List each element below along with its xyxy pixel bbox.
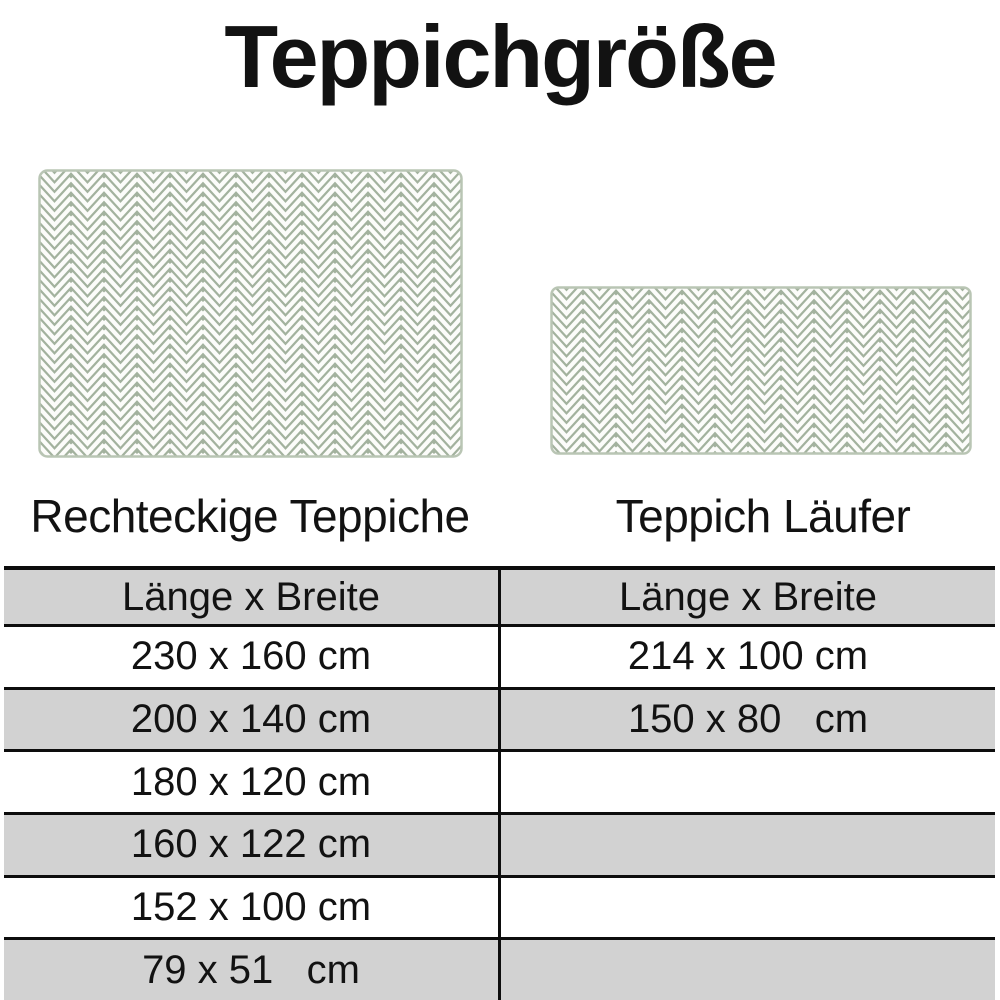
size-cell-runner [501,815,995,875]
table-row [4,627,995,690]
label-rectangular-rugs: Rechteckige Teppiche [30,490,470,542]
size-cell-runner [501,940,995,1000]
size-cell-rectangular: 160 x 122 cm [4,815,501,875]
runner-rug-shape [552,288,971,454]
rectangular-rug-shape [40,171,462,457]
size-cell-runner [501,752,995,812]
table-header-row [4,570,995,627]
size-cell-rectangular: 180 x 120 cm [4,752,501,812]
table-row [4,940,995,1000]
table-header-rectangular: Länge x Breite [4,570,501,624]
table-row [4,690,995,753]
table-header-runner: Länge x Breite [619,574,877,619]
size-cell-runner [501,878,995,938]
table-row [4,752,995,815]
rectangular-rug-image [38,169,463,458]
runner-rug-image [550,286,972,455]
size-cell-rectangular: 79 x 51 cm [4,940,501,1000]
size-cell-runner: 150 x 80 cm [627,697,869,741]
size-table [4,566,995,1000]
label-runner-rugs: Teppich Läufer [615,490,911,542]
size-cell-rectangular: 230 x 160 cm [4,627,501,687]
table-row [4,878,995,941]
size-cell-rectangular: 152 x 100 cm [4,878,501,938]
page-title: Teppichgröße [224,7,776,106]
size-cell-rectangular: 200 x 140 cm [4,690,501,750]
table-row [4,815,995,878]
size-cell-runner: 214 x 100 cm [627,634,869,679]
